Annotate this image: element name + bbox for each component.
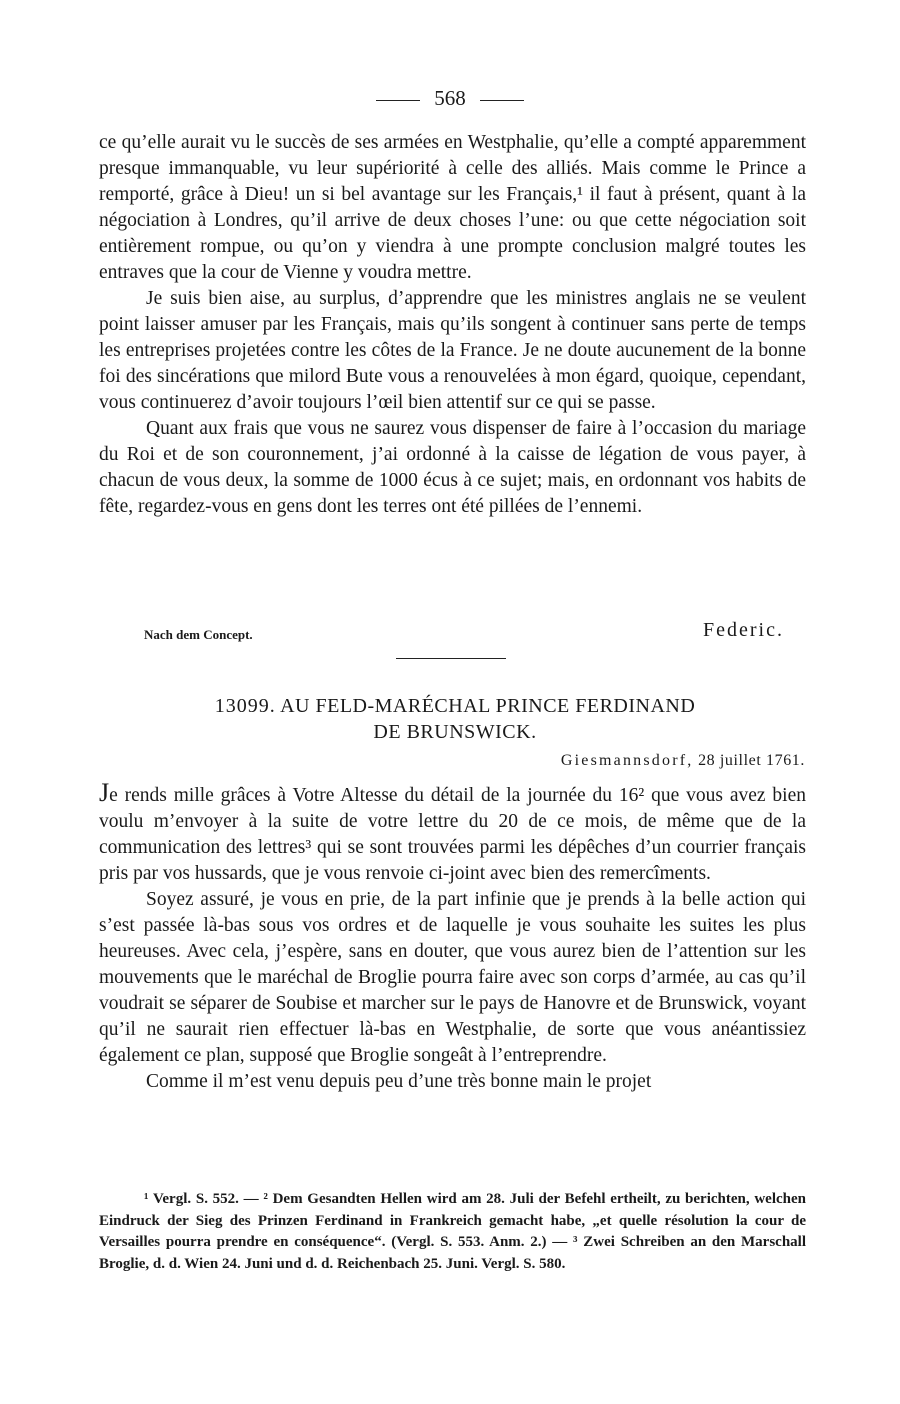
- letter-heading-line-1: [150, 693, 760, 719]
- letter-body: [99, 780, 806, 1095]
- previous-letter-paragraph-1: ce qu’elle aurait vu le succès de ses armées en Westphalie, qu’elle a compté apparemment presque immanquable, vu leur supériorité à celle des alliés. Mais comme le Prince a remporté, grâce à Dieu! un si bel avantage sur les Français,¹ il faut à présent, quant à la négociation à Londres, qu’il arrive de deux choses l’une: ou que cette négociation soit entièrement rompue, ou qu’on y viendra à une prompte conclusion malgré toutes les entraves que la cour de Vienne y voudra mettre.: [99, 132, 806, 283]
- signature: Federic.: [703, 619, 784, 641]
- page-header: [0, 84, 900, 112]
- header-dash-left: [376, 100, 420, 101]
- closing-row: [144, 619, 784, 647]
- footnotes-text: ¹ Vergl. S. 552. — ² Dem Gesandten Hellen wird am 28. Juli der Befehl ertheilt, zu berichten, welchen Eindruck der Sieg des Prinzen Ferdinand in Frankreich gemacht habe, „et quelle résolution la cour de Versailles pourra prendre en conséquence“. (Vergl. S. 553. Anm. 2.) — ³ Zwei Schreiben an den Marschall Broglie, d. d. Wien 24. Juni und d. d. Reichenbach 25. Juni. Vergl. S. 580.: [99, 1191, 806, 1272]
- letter-place: Giesmannsdorf,: [560, 752, 694, 769]
- letter-heading: [150, 693, 760, 745]
- letter-recipient-line-2: DE BRUNSWICK.: [373, 721, 537, 743]
- letter-paragraph-1: [99, 780, 806, 887]
- letter-paragraph-1-text: e rends mille grâces à Votre Altesse du détail de la journée du 16² que vous avez bien voulu m’envoyer à la suite de votre lettre du 20 de ce mois, de même que de la communication des lettres³ qui se sont trouvées parmi les dépêches d’un courrier français pris par vos hussards, que je vous renvoie ci-joint avec bien des remercîments.: [99, 785, 806, 884]
- header-dash-right: [480, 100, 524, 101]
- letter-paragraph-2: Soyez assuré, je vous en prie, de la part infinie que je prends à la belle action qui s’est passée là-bas sous vos ordres et de laquelle je vous souhaite les suites les plus heureuses. Avec cela, j’espère, sans en douter, que vous aurez bien de l’attention sur les mouvements que le maréchal de Broglie pourra faire avec son corps d’armée, au cas qu’il voudrait se séparer de Soubise et marcher sur le pays de Hanovre et de Brunswick, voyant qu’il ne saurait rien effectuer là-bas en Westphalie, de sorte que vous anéantissiez également ce plan, supposé que Broglie songeât à l’entreprendre.: [99, 889, 806, 1066]
- previous-letter-body: [99, 130, 806, 520]
- letter-recipient-line-1: AU FELD-MARÉCHAL PRINCE FERDINAND: [280, 695, 696, 717]
- source-note: Nach dem Concept.: [144, 627, 253, 642]
- place-date: [561, 752, 805, 770]
- letter-number: 13099.: [214, 695, 276, 717]
- previous-letter-paragraph-3: Quant aux frais que vous ne saurez vous dispenser de faire à l’occasion du mariage du Roi et de son couronnement, j’ai ordonné à la caisse de légation de vous payer, à chacun de vous deux, la somme de 1000 écus à ce sujet; mais, en ordonnant vos habits de fête, regardez-vous en gens dont les terres ont été pillées de l’ennemi.: [99, 418, 806, 517]
- opening-initial: J: [99, 778, 110, 807]
- previous-letter-paragraph-2: Je suis bien aise, au surplus, d’apprendre que les ministres anglais ne se veulent point laisser amuser par les Français, mais qu’ils songent à continuer sans perte de temps les entreprises projetées contre les côtes de la France. Je ne doute aucunement de la bonne foi des sincérations que milord Bute vous a renouvelées à mon égard, quoique, cependant, vous continuerez d’avoir toujours l’œil bien attentif sur ce qui se passe.: [99, 288, 806, 413]
- footnotes: [99, 1189, 806, 1275]
- page-number: 568: [434, 86, 466, 110]
- letter-date: 28 juillet 1761.: [698, 752, 805, 769]
- letter-paragraph-3: Comme il m’est venu depuis peu d’une très bonne main le projet: [146, 1071, 652, 1092]
- section-divider: [396, 658, 506, 659]
